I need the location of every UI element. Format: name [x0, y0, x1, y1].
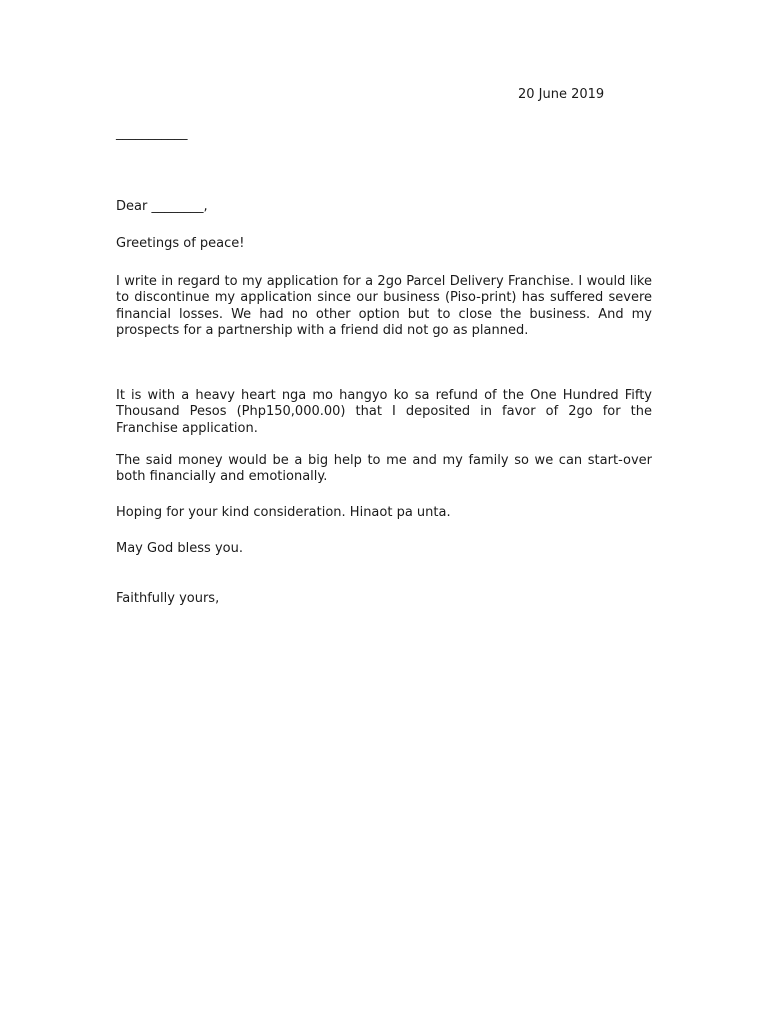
- paragraph-application: I write in regard to my application for a 2go Parcel Delivery Franchise. I would like to discontinue my application since our business (Piso-print) has suffered severe financial losses. We had no other option but to close the business. And my prospects for a partnership with a friend did not go as planned.: [116, 274, 652, 338]
- paragraph-help: The said money would be a big help to me and my family so we can start-over both financially and emotionally.: [116, 453, 652, 485]
- recipient-blank: ___________: [116, 126, 188, 141]
- paragraph-consideration: Hoping for your kind consideration. Hinaot pa unta.: [116, 505, 451, 520]
- paragraph-blessing: May God bless you.: [116, 541, 243, 556]
- letter-date: 20 June 2019: [518, 87, 605, 102]
- salutation: Dear ________,: [116, 199, 208, 214]
- greeting: Greetings of peace!: [116, 236, 245, 251]
- paragraph-refund-request: It is with a heavy heart nga mo hangyo ko sa refund of the One Hundred Fifty Thousand Pesos (Php150,000.00) that I deposited in favor of 2go for the Franchise application.: [116, 388, 652, 436]
- closing: Faithfully yours,: [116, 591, 220, 606]
